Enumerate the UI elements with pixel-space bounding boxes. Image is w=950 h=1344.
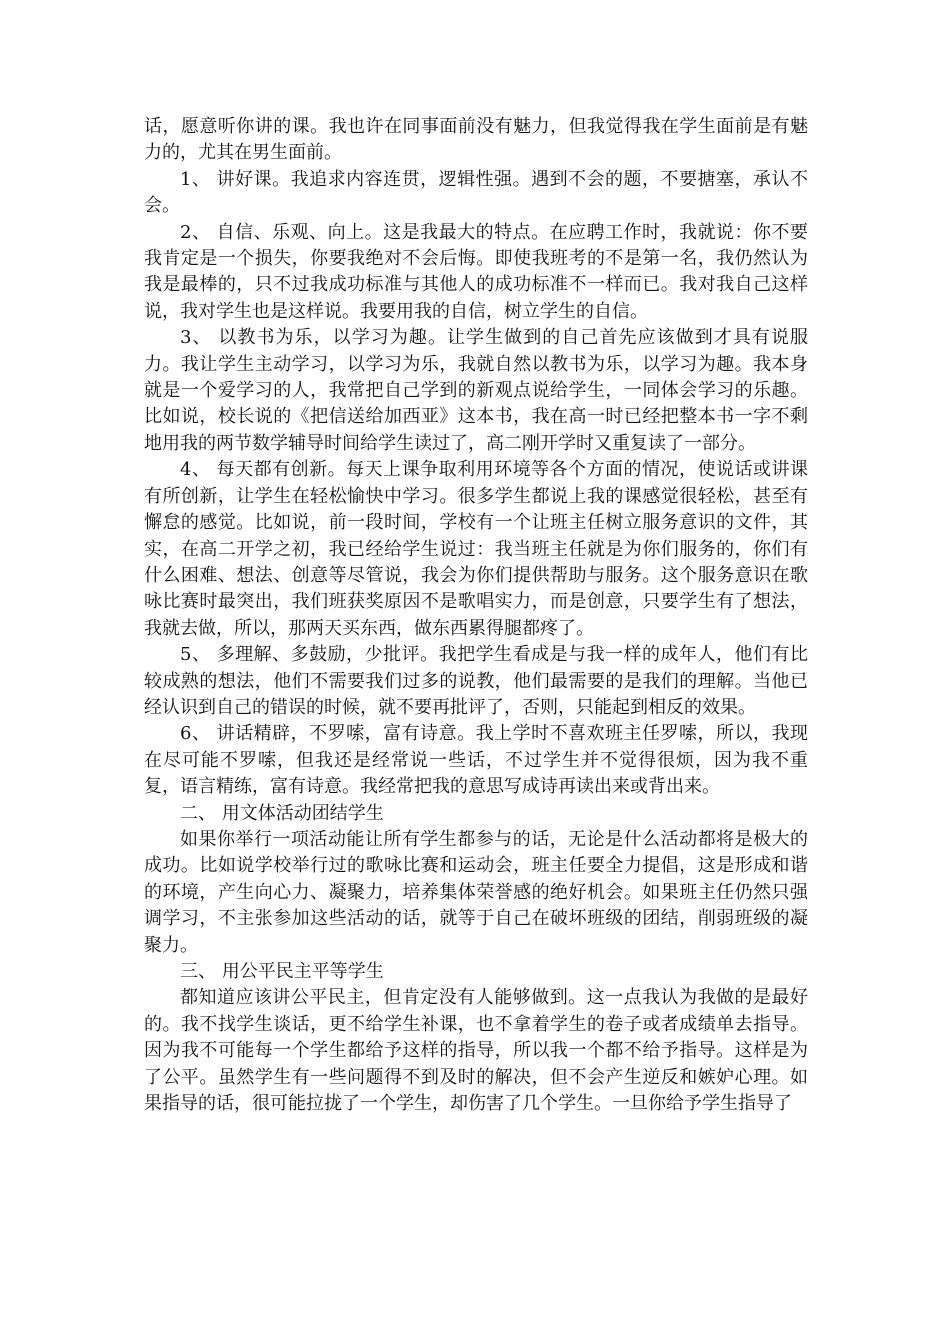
paragraph-item-4: 4、 每天都有创新。每天上课争取利用环境等各个方面的情况，使说话或讲课有所创新，让学生在轻松愉快中学习。很多学生都说上我的课感觉很轻松，甚至有懈怠的感觉。比如说，前一段时间，学校有一个让班主任树立服务意识的文件，其实，在高二开学之初，我已经给学生说过：我当班主任就是为你们服务的，你们有什么困难、想法、创意等尽管说，我会为你们提供帮助与服务。这个服务意识在歌咏比赛时最突出，我们班获奖原因不是歌唱实力，而是创意，只要学生有了想法，我就去做，所以，那两天买东西，做东西累得腿都疼了。 (144, 459, 808, 639)
paragraph-item-5: 5、 多理解、多鼓励，少批评。我把学生看成是与我一样的成年人，他们有比较成熟的想法，他们不需要我们过多的说教，他们最需要的是我们的理解。当他已经认识到自己的错误的时候，就不要再批评了，否则，只能起到相反的效果。 (144, 644, 808, 718)
paragraph-item-2: 2、 自信、乐观、向上。这是我最大的特点。在应聘工作时，我就说：你不要我肯定是一个损失，你要我绝对不会后悔。即使我班考的不是第一名，我仍然认为我是最棒的，只不过我成功标准与其他人的成功标准不一样而已。我对我自己这样说，我对学生也是这样说。我要用我的自信，树立学生的自信。 (144, 221, 808, 322)
paragraph-item-1: 1、 讲好课。我追求内容连贯，逻辑性强。遇到不会的题，不要搪塞，承认不会。 (144, 168, 808, 217)
section-heading-3: 三、 用公平民主平等学生 (180, 961, 384, 982)
paragraph-section-2-body: 如果你举行一项活动能让所有学生都参与的话，无论是什么活动都将是极大的成功。比如说学校举行过的歌咏比赛和运动会，班主任要全力提倡，这是形成和谐的环境，产生向心力、凝聚力，培养集体荣誉感的绝好机会。如果班主任仍然只强调学习，不主张参加这些活动的话，就等于自己在破坏班级的团结，削弱班级的凝聚力。 (144, 828, 808, 956)
paragraph-section-3-body: 都知道应该讲公平民主，但肯定没有人能够做到。这一点我认为我做的是最好的。我不找学生谈话，更不给学生补课，也不拿着学生的卷子或者成绩单去指导。因为我不可能每一个学生都给予这样的指导，所以我一个都不给予指导。这样是为了公平。虽然学生有一些问题得不到及时的解决，但不会产生逆反和嫉妒心理。如果指导的话，很可能拉拢了一个学生，却伤害了几个学生。一旦你给予学生指导了 (144, 987, 808, 1115)
paragraph-continuation: 话，愿意听你讲的课。我也许在同事面前没有魅力，但我觉得我在学生面前是有魅力的，尤其在男生面前。 (144, 116, 808, 164)
document-page (144, 114, 808, 1117)
paragraph-item-3: 3、 以教书为乐，以学习为趣。让学生做到的自己首先应该做到才具有说服力。我让学生主动学习，以学习为乐，我就自然以教书为乐，以学习为趣。我本身就是一个爱学习的人，我常把自己学到的新观点说给学生，一同体会学习的乐趣。比如说，校长说的《把信送给加西亚》这本书，我在高一时已经把整本书一字不剩地用我的两节数学辅导时间给学生读过了，高二刚开学时又重复读了一部分。 (144, 327, 808, 454)
section-heading-2: 二、 用文体活动团结学生 (180, 802, 384, 824)
paragraph-item-6: 6、 讲话精辟，不罗嗦，富有诗意。我上学时不喜欢班主任罗嗦，所以，我现在尽可能不罗嗦，但我还是经常说一些话，不过学生并不觉得很烦，因为我不重复，语言精练，富有诗意。我经常把我的意思写成诗再读出来或背出来。 (144, 723, 808, 798)
